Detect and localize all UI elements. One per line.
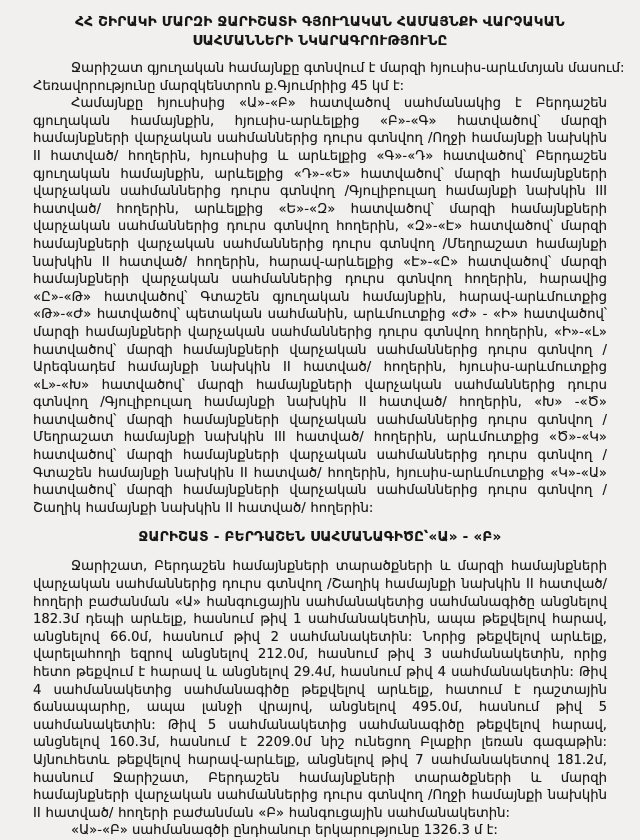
section-heading-jarishat-berdashen: ՋԱՐԻՇԱՏ - ԲԵՐԴԱՇԵՆ ՍԱՀՄԱՆԱԳԻԾԸ՝«Ա» - «Բ» xyxy=(138,529,502,546)
intro-sentence-location: Ջարիշատ գյուղական համայնքը գտնվում է մարզի հյուսիս-արևմտյան մասում: xyxy=(71,61,625,76)
document-title xyxy=(33,13,607,51)
document-title-line2: ՍԱՀՄԱՆՆԵՐԻ ՆԿԱՐԱԳՐՈՒԹՅՈՒՆԸ xyxy=(192,33,448,49)
intro-sentence-distance: Հեռավորությունը մարզկենտրոն ք.Գյումրիից 45 կմ է: xyxy=(33,78,405,94)
section-total-length-line: «Ա»-«Բ» սահմանագծի ընդհանուր երկարությունը 1326.3 մ է: xyxy=(71,823,498,839)
boundaries-description-paragraph: Համայնքը հյուսիսից «Ա»-«Բ» հատվածով սահմանակից է Բերդաշեն գյուղական համայնքին, հյուսիս-արևելքից «Բ»-«Գ» հատվածով՝ մարզի համայնքների վարչական սահմաններից դուրս գտնվող /Ողջի համայնքի նախկին II հատված/ հողերին, հյուսիսից և արևելքից «Գ»-«Դ» հատվածով՝ Բերդաշեն գյուղական համայնքին, արևելքից «Դ»-«Ե» հատվածով՝ մարզի համայնքների վարչական սահմաններից դուրս գտնվող /Գյուլիբուլաղ համայնքի նախկին III հատված/ հողերին, արևելքից «Ե»-«Զ» հատվածով՝ մարզի համայնքների վարչական սահմաններից դուրս գտնվող հողերին, «Զ»-«Է» հատվածով՝ մարզի համայնքների վարչական սահմաններից դուրս գտնվող /Մեղրաշատ համայնքի նախկին II հատված/ հողերին, հարավ-արևելքից «Է»-«Ը» հատվածով՝ մարզի համայնքների վարչական սահմաններից դուրս գտնվող հողերին, հարավից «Ը»-«Թ» հատվածով՝ Գտաշեն գյուղական համայնքին, հարավ-արևմուտքից «Թ»-«Ժ» հատվածով՝ պետական սահմանին, արևմուտքից «Ժ» - «Ի» հատվածով՝ մարզի համայնքների վարչական սահմաններից դուրս գտնվող հողերին, «Ի»-«Լ» հատվածով՝ մարզի համայնքների վարչական սահմաններից դուրս գտնվող /Արեգնադեմ համայնքի նախկին II հատված/ հողերին, հյուսիս-արևմուտքից «Լ»-«Խ» հատվածով՝ մարզի համայնքների վարչական սահմաններից դուրս գտնվող /Գյուլիբուլաղ համայնքի նախկին II հատված/ հողերին, «Խ» -«Ծ» հատվածով՝ մարզի համայնքների վարչական սահմաններից դուրս գտնվող /Մեղրաշատ համայնքի նախկին III հատված/ հողերին, արևմուտքից «Ծ»-«Կ» հատվածով՝ մարզի համայնքների վարչական սահմաններից դուրս գտնվող /Գտաշեն համայնքի նախկին II հատված/ հողերին, հյուսիս-արևմուտքից «Կ»-«Ա» հատվածով՝ մարզի համայնքների վարչական սահմաններից դուրս գտնվող /Շաղիկ համայնքի նախկին II հատված/ հողերին: xyxy=(33,96,607,516)
document-title-line1: ՀՀ ՇԻՐԱԿԻ ՄԱՐԶԻ ՋԱՐԻՇԱՏԻ ԳՅՈՒՂԱԿԱՆ ՀԱՄԱՅՆՔԻ ՎԱՐՉԱԿԱՆ xyxy=(75,14,565,30)
section-body-paragraph: Ջարիշատ, Բերդաշեն համայնքների տարածքների և մարզի համայնքների վարչական սահմաններից դուրս գտնվող /Շաղիկ համայնքի նախկին II հատված/ հողերի բաժանման «Ա» հանգուցային սահմանակետից սահմանագիծը անցնելով 182.3մ դեպի արևելք, հասնում թիվ 1 սահմանակետին, ապա թեքվելով հարավ, անցնելով 66.0մ, հասնում թիվ 2 սահմանակետին: Նորից թեքվելով արևելք, վարելահողի եզրով անցնելով 212.0մ, հասնում թիվ 3 սահմանակետին, որից հետո թեքվում է հարավ և անցնելով 29.4մ, հասնում թիվ 4 սահմանակետին: Թիվ 4 սահմանակետից սահմանագիծը թեքվելով արևելք, հատում է դաշտային ճանապարհը, ապա լանջի վրայով, անցնելով 495.0մ, հասնում թիվ 5 սահմանակետին: Թիվ 5 սահմանակետից սահմանագիծը թեքվելով հարավ, անցնելով 160.3մ, հասնում է 2209.0մ նիշ ունեցող Բլաքիր լեռան գագաթին: Այնուհետև թեքվելով հարավ-արևելք, անցնելով թիվ 7 սահմանակետով 181.2մ, հասնում Ջարիշատ, Բերդաշեն համայնքների տարածքների և մարզի համայնքների վարչական սահմաններից դուրս գտնվող /Ողջի համայնքի նախկին II հատված/ հողերի բաժանման «Բ» հանգուցային սահմանակետին: xyxy=(33,559,607,821)
